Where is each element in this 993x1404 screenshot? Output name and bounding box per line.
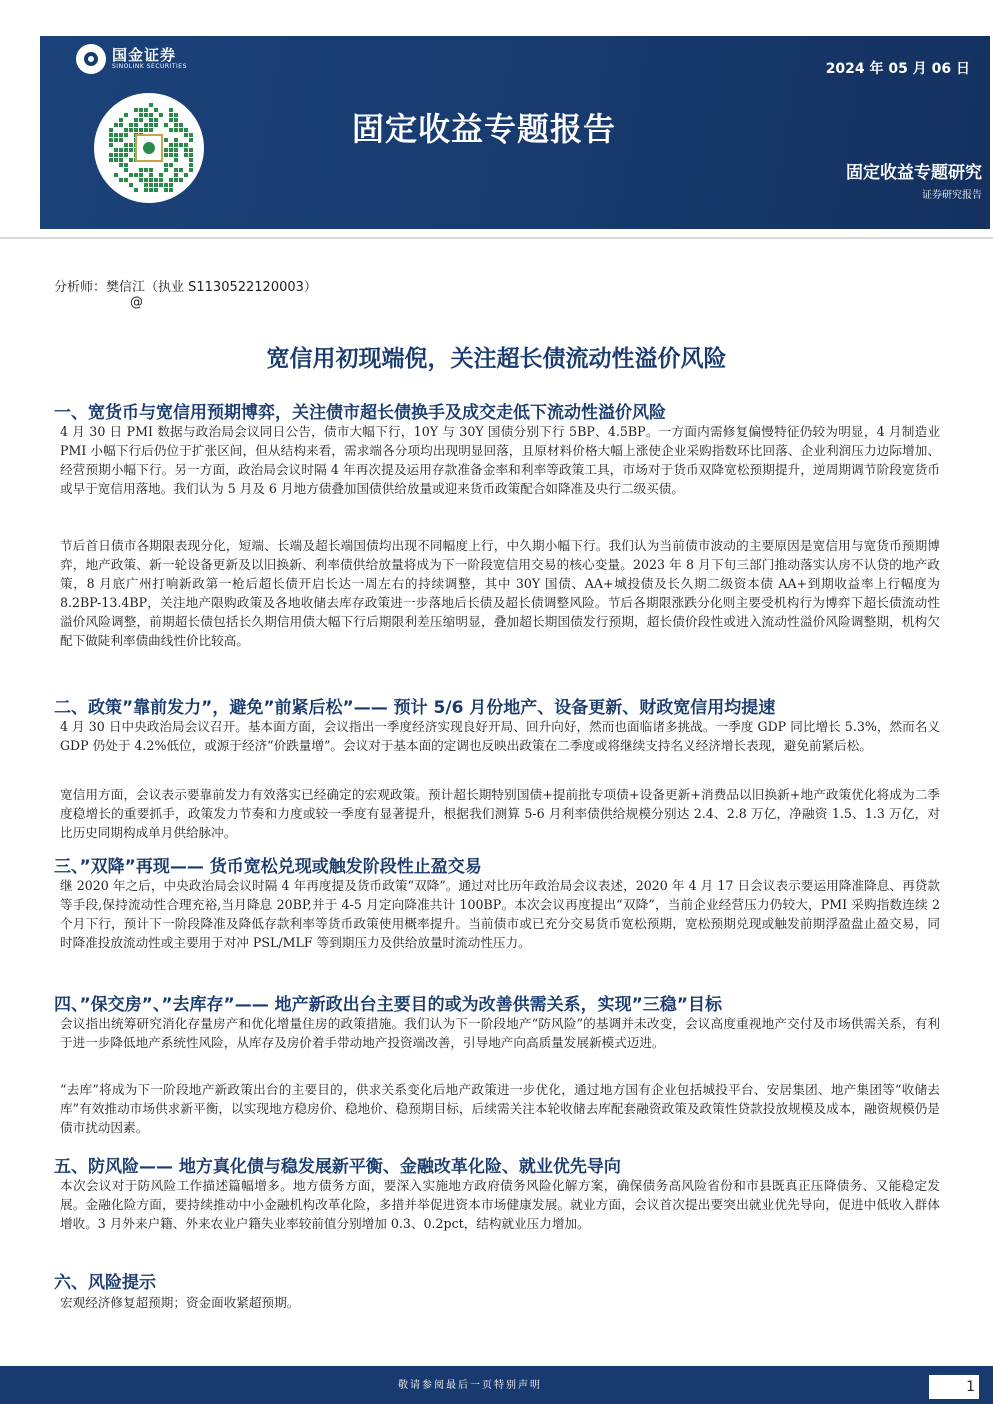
header-divider (0, 237, 993, 239)
section-heading-3: 三、”双降”再现—— 货币宽松兑现或触发阶段性止盈交易 (54, 857, 482, 877)
analyst-email: @ (130, 295, 143, 310)
section-heading-4: 四、”保交房”、”去库存”—— 地产新政出台主要目的或为改善供需关系，实现”三稳”目标 (54, 995, 722, 1015)
section-heading-6: 六、风险提示 (54, 1273, 156, 1293)
page-title: 宽信用初现端倪，关注超长债流动性溢价风险 (266, 346, 727, 372)
analyst-line: 分析师：樊信江（执业 S1130522120003） (54, 280, 317, 295)
report-type-title: 固定收益专题报告 (352, 110, 617, 148)
section-2-paragraph-2: 宽信用方面，会议表示要靠前发力有效落实已经确定的宏观政策。预计超长期特别国债+提前批专项债+设备更新+消费品以旧换新+地产政策优化将成为二季度稳增长的重要抓手，政策发力节奏和力度或较一季度有显著提升，根据我们测算 5-6 月利率债供给规模分别达 2.4、2.8 万亿，净融资 1.5、1.3 万亿，对比历史同期构成单月供给脉冲。 (60, 787, 940, 840)
section-4-paragraph-1: 会议指出统筹研究消化存量房产和优化增量住房的政策措施。我们认为下一阶段地产“防风险”的基调并未改变，会议高度重视地产交付及市场供需关系，有利于进一步降低地产系统性风险，从库存及房价着手带动地产投资端改善，引导地产向高质量发展新模式迈进。 (60, 1016, 940, 1050)
section-3-paragraph-1: 继 2020 年之后，中央政治局会议时隔 4 年再度提及货币政策“双降”。通过对比历年政治局会议表述，2020 年 4 月 17 日会议表示要运用降准降息、再贷款等手段,保持流动性合理充裕,当月降息 20BP,并于 4-5 月定向降准共计 100BP。本次会议再度提出“双降”，当前企业经营压力仍较大，PMI 采购指数连续 2 个月下行，预计下一阶段降准及降低存款利率等货币政策使用概率提升。当前债市或已充分交易货币宽松预期，宽松预期兑现或触发前期浮盈盘止盈交易，同时降准投放流动性或主要用于对冲 PSL/MLF 等到期压力及供给放量时流动性压力。 (60, 878, 945, 950)
section-5-paragraph-1: 本次会议对于防风险工作描述篇幅增多。地方债务方面，要深入实施地方政府债务风险化解方案，确保债务高风险省份和市县既真正压降债务、又能稳定发展。金融化险方面，要持续推动中小金融机构改革化险，多措并举促进资本市场健康发展。就业方面，会议首次提出要突出就业优先导向，促进中低收入群体增收。3 月外来户籍、外来农业户籍失业率较前值分别增加 0.3、0.2pct，结构就业压力增加。 (60, 1178, 940, 1231)
section-1-paragraph-1: 4 月 30 日 PMI 数据与政治局会议同日公告，债市大幅下行，10Y 与 30Y 国债分别下行 5BP、4.5BP。一方面内需修复偏慢特征仍较为明显，4 月制造业 PMI 小幅下行后仍位于扩张区间，但从结构来看，需求端各分项均出现明显回落，且原材料价格大幅上涨使企业采购指数环比回落、企业利润压力边际增加、经营预期小幅下行。另一方面，政治局会议时隔 4 年再次提及运用存款准备金率和利率等政策工具，市场对于货币双降宽松预期提升，逆周期调节阶段宽货币或早于宽信用落地。我们认为 5 月及 6 月地方债叠加国债供给放量或迎来货币政策配合如降准及央行二级买债。 (60, 424, 945, 496)
section-6-paragraph-1: 宏观经济修复超预期；资金面收紧超预期。 (60, 1295, 300, 1310)
report-header-banner (40, 36, 990, 229)
qr-code-icon (94, 93, 204, 203)
section-2-paragraph-1: 4 月 30 日中央政治局会议召开。基本面方面，会议指出一季度经济实现良好开局、回升向好，然而也面临诸多挑战。一季度 GDP 同比增长 5.3%，然而名义 GDP 仍处于 4.2%低位，或源于经济“价跌量增”。会议对于基本面的定调也反映出政策在二季度或将继续支持名义经济增长表现，避免前紧后松。 (60, 719, 945, 753)
report-date: 2024 年 05 月 06 日 (825, 61, 970, 77)
section-heading-5: 五、防风险—— 地方真化债与稳发展新平衡、金融改革化险、就业优先导向 (54, 1157, 621, 1177)
logo-name-cn: 国金证券 (112, 46, 177, 64)
logo-mark-icon (76, 44, 106, 74)
section-heading-1: 一、宽货币与宽信用预期博弈，关注债市超长债换手及成交走低下流动性溢价风险 (54, 403, 666, 423)
company-logo (76, 44, 187, 74)
logo-name-en: SINOLINK SECURITIES (112, 63, 187, 70)
section-4-paragraph-2: “去库”将成为下一阶段地产新政策出台的主要目的，供求关系变化后地产政策进一步优化，通过地方国有企业包括城投平台、安居集团、地产集团等“收储去库”有效推动市场供求新平衡，以实现地方稳房价、稳地价、稳预期目标，后续需关注本轮收储去库配套融资政策及政策性贷款投放规模及成本，融资规模仍是债市扰动因素。 (60, 1082, 940, 1135)
footer-disclaimer-note: 敬请参阅最后一页特别声明 (398, 1380, 542, 1391)
report-subtitle: 固定收益专题研究 (846, 163, 982, 183)
section-heading-2: 二、政策”靠前发力”，避免”前紧后松”—— 预计 5/6 月份地产、设备更新、财政宽信用均提速 (54, 698, 776, 718)
section-1-paragraph-2: 节后首日债市各期限表现分化，短端、长端及超长端国债均出现不同幅度上行，中久期小幅下行。我们认为当前债市波动的主要原因是宽信用与宽货币预期博弈，地产政策、新一轮设备更新及以旧换新、利率债供给放量将成为下一阶段宽信用交易的核心变量。2023 年 8 月下旬三部门推动落实认房不认贷的地产政策，8 月底广州打响新政第一枪后超长债开启长达一周左右的持续调整，其中 30Y 国债、AA+城投债及长久期二级资本债 AA+到期收益率上行幅度为 8.2BP-13.4BP，关注地产限购政策及各地收储去库存政策进一步落地后长债及超长债调整风险。节后各期限涨跌分化则主要受机构行为博弈下超长债流动性溢价风险调整，前期超长债包括长久期信用债大幅下行后期限利差压缩明显，叠加超长期国债发行预期，超长债价段性或进入流动性溢价风险调整期，机构欠配下做陡利率债曲线性价比较高。 (60, 538, 945, 648)
report-category: 证券研究报告 (922, 190, 982, 201)
page-number: 1 (929, 1375, 979, 1399)
